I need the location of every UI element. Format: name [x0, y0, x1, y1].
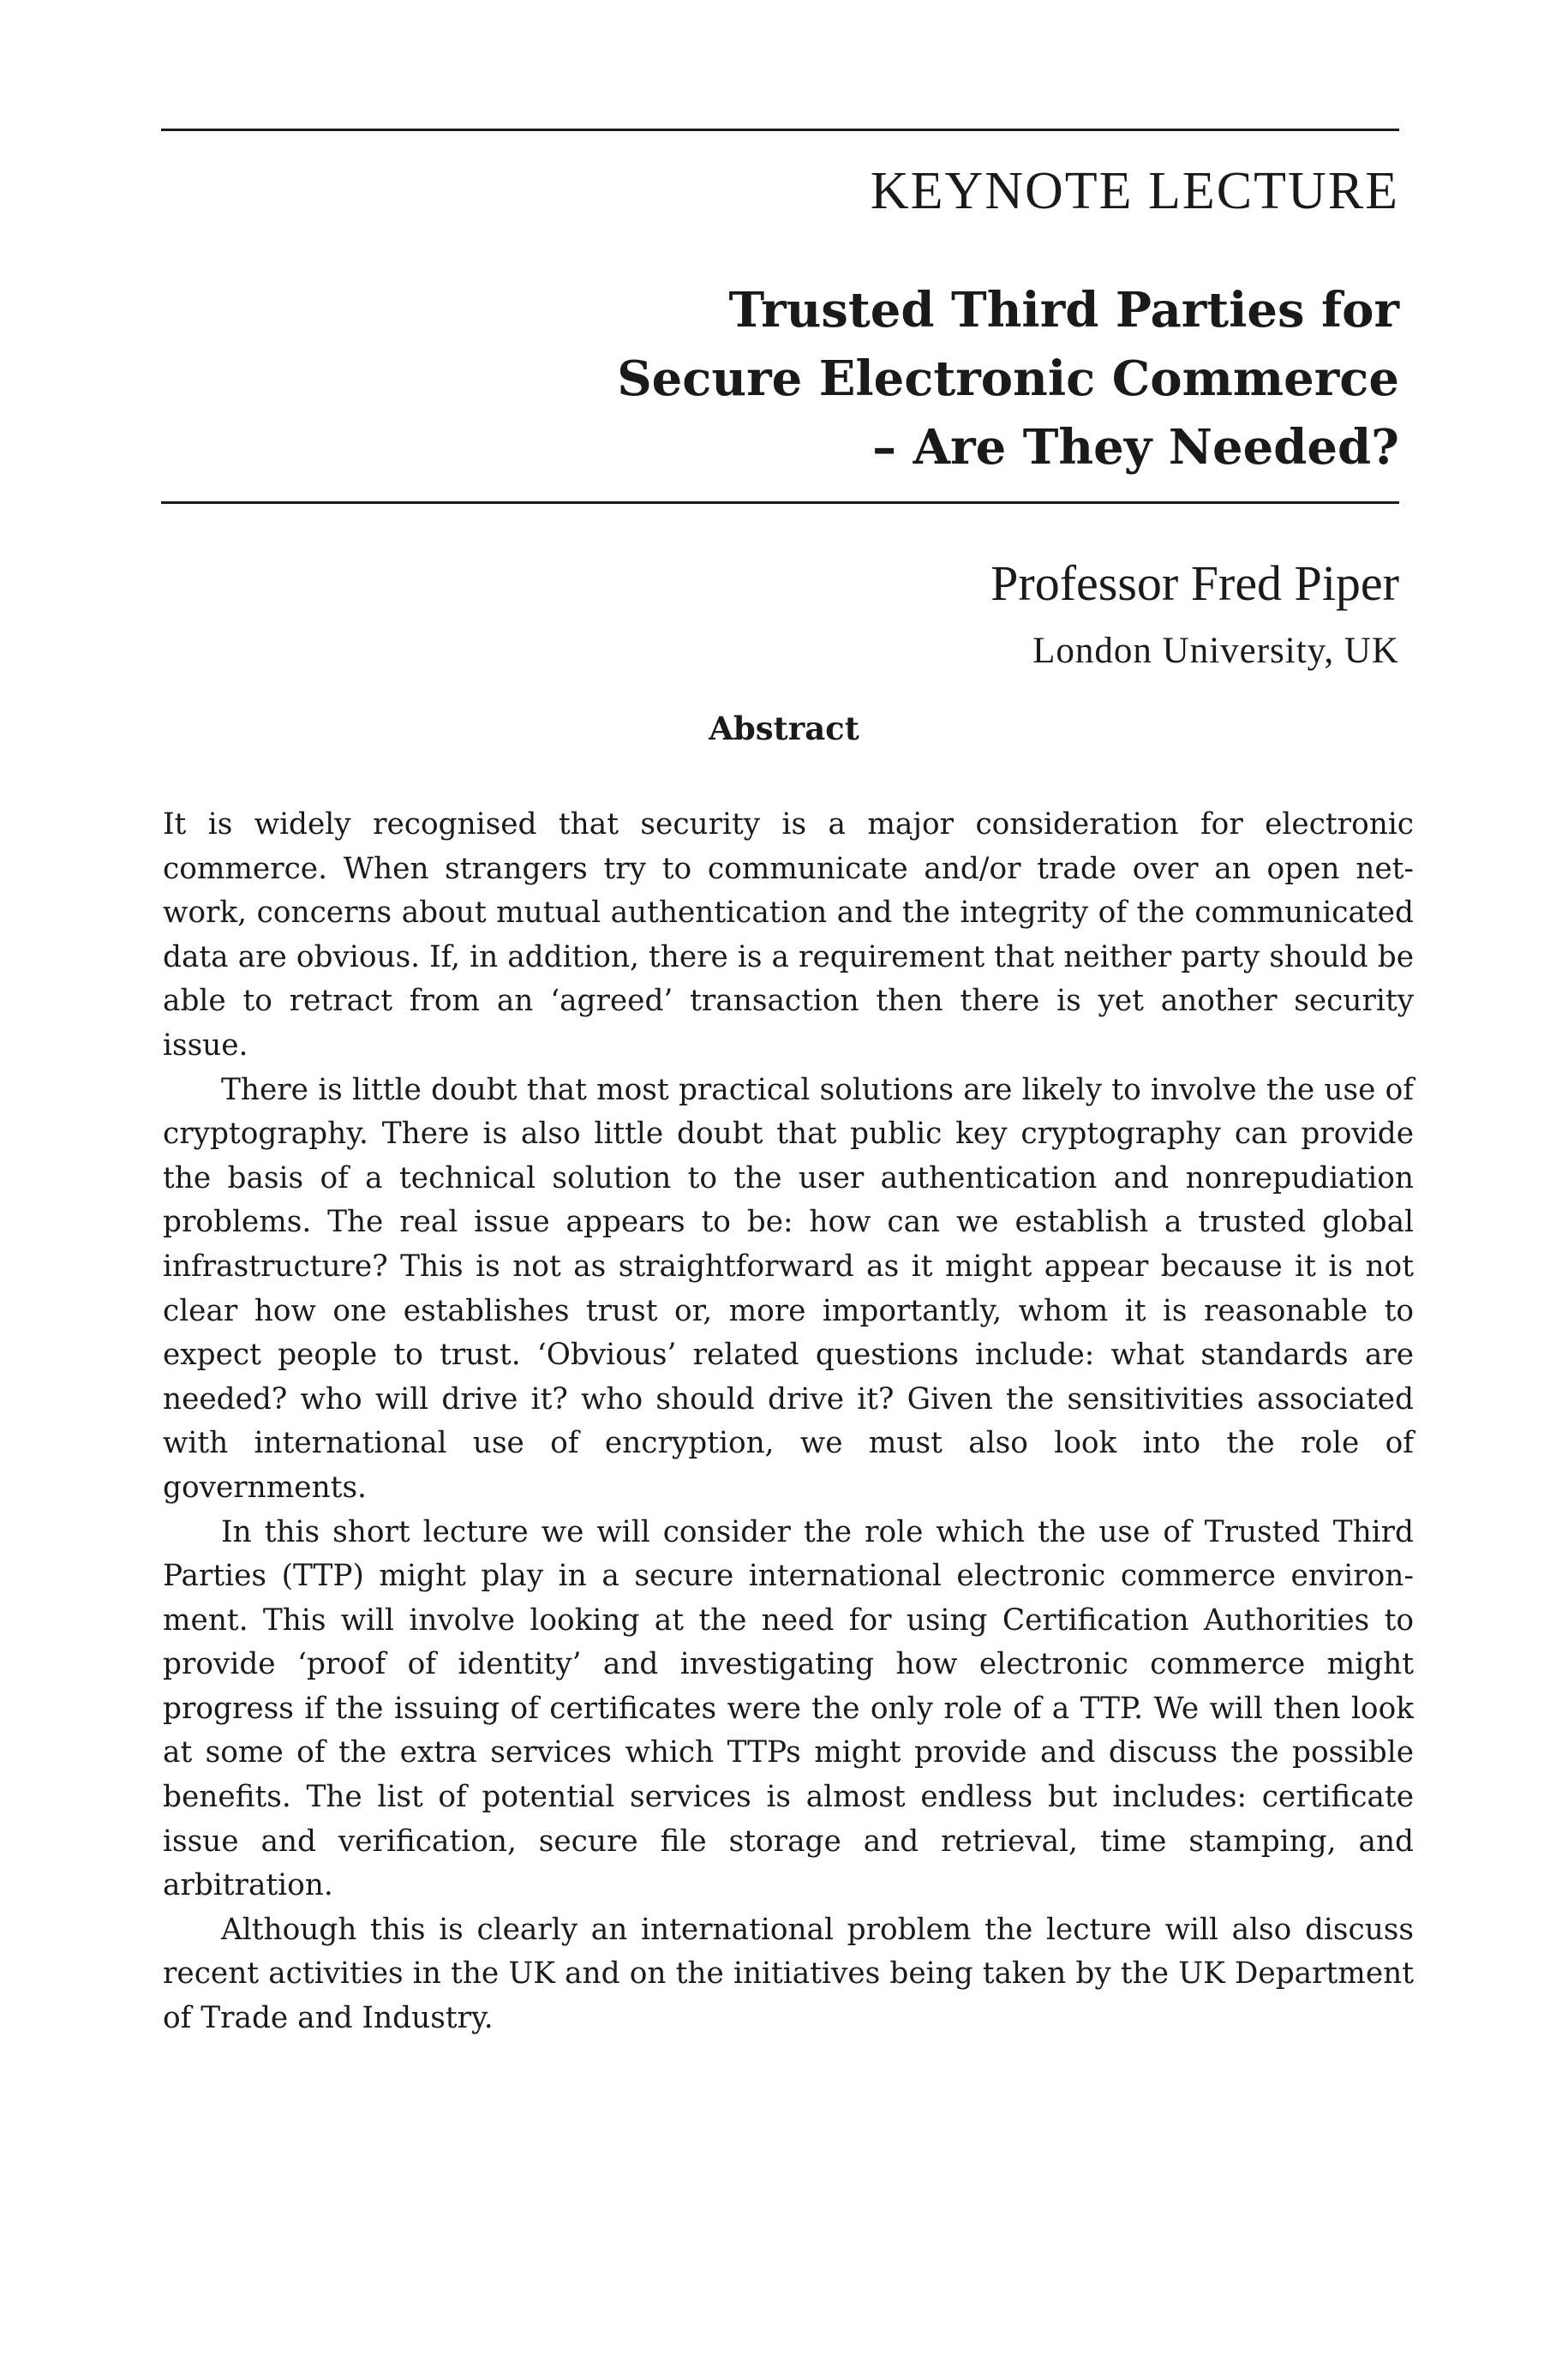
abstract-paragraph: It is widely recognised that security is a major consideration for electronic commerce. When strangers try to communicate and/or trade over an open network, concerns about mutual authentication and the integrity of the communicated data are obvious. If, in addition, there is a requirement that neither party should be able to retract from an ‘agreed’ transaction then there is yet another security issue. [163, 807, 1414, 1063]
abstract-paragraph: Although this is clearly an international problem the lecture will also discuss recent activities in the UK and on the initiatives being taken by the UK Department of Trade and Industry. [163, 1912, 1414, 2036]
top-rule [161, 129, 1399, 131]
author-affiliation: London University, UK [1032, 631, 1399, 671]
title-line: Trusted Third Parties for [728, 282, 1399, 338]
abstract-paragraph: In this short lecture we will consider the role which the use of Trusted Third Parties (TTP) might play in a secure international electronic commerce environment. This will involve looking at the need for using Certification Authorities to provide ‘proof of identity’ and investigating how electronic commerce might progress if the issuing of certificates were the only role of a TTP. We will then look at some of the extra services which TTPs might provide and discuss the possible benefits. The list of potential services is almost endless but includes: certificate issue and verification, secure file storage and retrieval, time stamping, and arbitration. [163, 1514, 1414, 1903]
lecture-label: KEYNOTE LECTURE [870, 162, 1399, 220]
title-rule [161, 501, 1399, 504]
paper-title [617, 276, 1399, 482]
abstract-paragraph: There is little doubt that most practical solutions are likely to involve the use of cryptography. There is also little doubt that public key cryptography can provide the basis of a technical solution to the user authentication and nonrepudiation problems. The real issue appears to be: how can we establish a trusted global infrastructure? This is not as straightforward as it might appear because it is not clear how one establishes trust or, more importantly, whom it is reasonable to expect people to trust. ‘Obvious’ related questions include: what standards are needed? who will drive it? who should drive it? Given the sensitivities associated with international use of encryption, we must also look into the role of governments. [163, 1072, 1414, 1505]
title-line: Secure Electronic Commerce [617, 350, 1399, 407]
author-name: Professor Fred Piper [990, 555, 1399, 611]
title-line: – Are They Needed? [872, 419, 1399, 476]
abstract-heading: Abstract [709, 710, 859, 747]
abstract-body [163, 803, 1414, 2041]
